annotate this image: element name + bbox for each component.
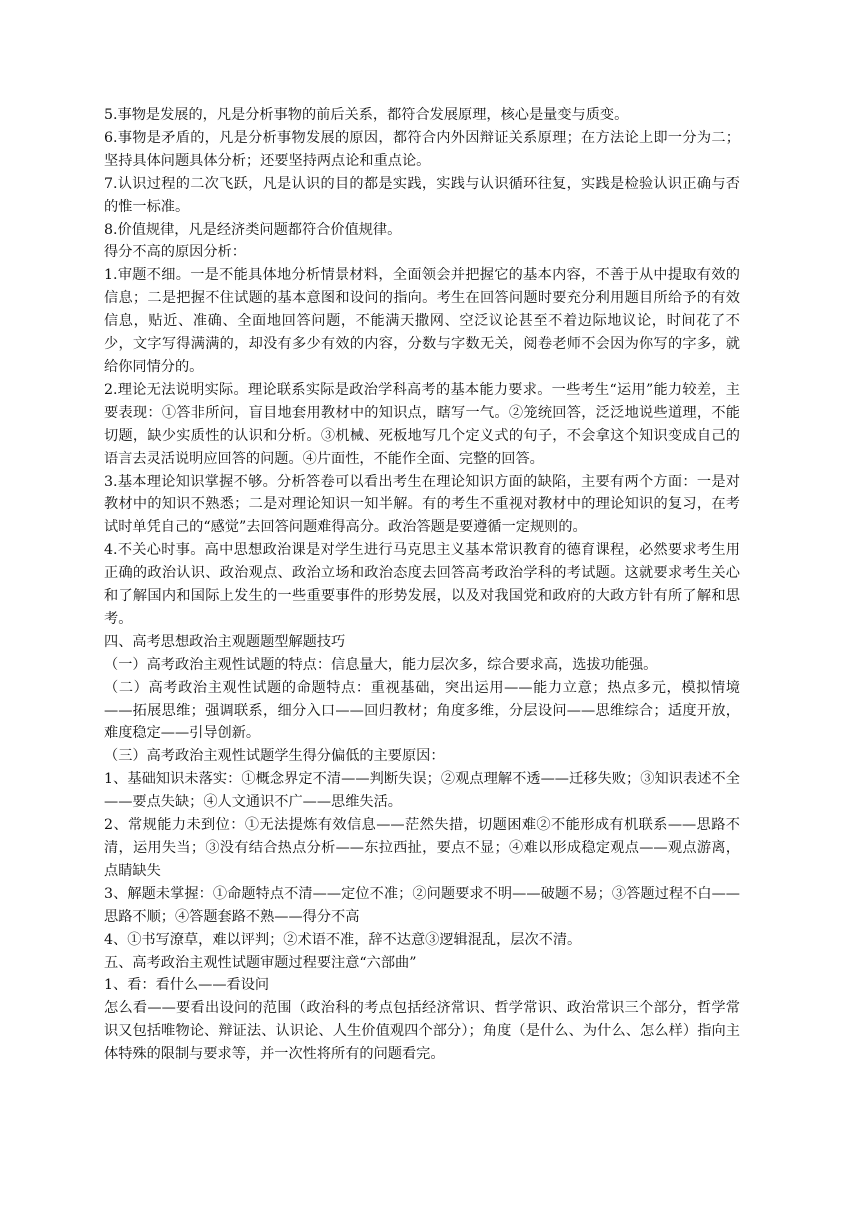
paragraph-cause-3: 3、解题未掌握：①命题特点不清——定位不准；②问题要求不明——破题不易；③答题过程不白——思路不顺；④答题套路不熟——得分不高 <box>104 885 740 925</box>
paragraph-low-score-heading: 得分不高的原因分析： <box>104 244 246 261</box>
paragraph-cause-1: 1、基础知识未落实：①概念界定不清——判断失误；②观点理解不透——迁移失败；③知识表述不全——要点失缺；④人文通识不广——思维失活。 <box>104 771 740 811</box>
paragraph-step-1: 1、看：看什么——看设问 <box>104 977 270 994</box>
paragraph-reason-1: 1.审题不细。一是不能具体地分析情景材料，全面领会并把握它的基本内容，不善于从中提取有效的信息；二是把握不住试题的基本意图和设问的指向。考生在回答问题时要充分利用题目所给予的有效信息，贴近、准确、全面地回答问题，不能满天撒网、空泛议论甚至不着边际地议论，时间花了不少，文字写得满满的，却没有多少有效的内容，分数与字数无关，阅卷老师不会因为你写的字多，就给你同情分的。 <box>104 267 740 375</box>
paragraph-principle-value-law: 8.价值规律，凡是经济类问题都符合价值规律。 <box>104 221 402 238</box>
paragraph-cause-2: 2、常规能力未到位：①无法提炼有效信息——茫然失措，切题困难②不能形成有机联系——思路不清，运用失当；③没有结合热点分析——东拉西扯，要点不显；④难以形成稳定观点——观点游离，点睛缺失 <box>104 817 740 879</box>
section-heading-5: 五、高考政治主观性试题审题过程要注意“六部曲” <box>104 954 417 971</box>
paragraph-principle-development: 5.事物是发展的，凡是分析事物的前后关系，都符合发展原理，核心是量变与质变。 <box>104 107 629 123</box>
paragraph-subsection-2: （二）高考政治主观性试题的命题特点：重视基础，突出运用——能力立意；热点多元，模拟情境——拓展思维；强调联系，细分入口——回归教材；角度多维，分层设问——思维综合；适度开放，难度稳定——引导创新。 <box>104 679 740 742</box>
paragraph-subsection-3: （三）高考政治主观性试题学生得分偏低的主要原因： <box>104 748 445 765</box>
paragraph-principle-contradiction: 6.事物是矛盾的，凡是分析事物发展的原因，都符合内外因辩证关系原理；在方法论上即一分为二；坚持具体问题具体分析；还要坚持两点论和重点论。 <box>104 129 740 169</box>
paragraph-subsection-1: （一）高考政治主观性试题的特点：信息量大，能力层次多，综合要求高，选拔功能强。 <box>104 656 658 673</box>
section-heading-4: 四、高考思想政治主观题题型解题技巧 <box>104 633 346 650</box>
paragraph-reason-2: 2.理论无法说明实际。理论联系实际是政治学科高考的基本能力要求。一些考生“运用”能力较差，主要表现：①答非所问，盲目地套用教材中的知识点，瞎写一气。②笼统回答，泛泛地说些道理，不能切题，缺少实质性的认识和分析。③机械、死板地写几个定义式的句子，不会拿这个知识变成自己的语言去灵活说明应回答的问题。④片面性，不能作全面、完整的回答。 <box>104 381 740 467</box>
paragraph-cause-4: 4、①书写潦草，难以评判；②术语不准，辞不达意③逻辑混乱，层次不清。 <box>104 931 582 948</box>
paragraph-step-1-detail: 怎么看——要看出设问的范围（政治科的考点包括经济常识、哲学常识、政治常识三个部分，哲学常识又包括唯物论、辩证法、认识论、人生价值观四个部分）；角度（是什么、为什么、怎么样）指向主体特殊的限制与要求等，并一次性将所有的问题看完。 <box>104 1000 740 1063</box>
paragraph-reason-4: 4.不关心时事。高中思想政治课是对学生进行马克思主义基本常识教育的德育课程，必然要求考生用正确的政治认识、政治观点、政治立场和政治态度去回答高考政治学科的考试题。这就要求考生关心和了解国内和国际上发生的一些重要事件的形势发展，以及对我国党和政府的大政方针有所了解和思考。 <box>104 542 740 627</box>
document-body <box>104 104 740 1066</box>
paragraph-reason-3: 3.基本理论知识掌握不够。分析答卷可以看出考生在理论知识方面的缺陷，主要有两个方面：一是对教材中的知识不熟悉；二是对理论知识一知半解。有的考生不重视对教材中的理论知识的复习，在考试时单凭自己的“感觉”去回答问题难得高分。政治答题是要遵循一定规则的。 <box>104 473 740 536</box>
paragraph-principle-cognition: 7.认识过程的二次飞跃，凡是认识的目的都是实践，实践与认识循环往复，实践是检验认识正确与否的惟一标准。 <box>104 175 740 215</box>
